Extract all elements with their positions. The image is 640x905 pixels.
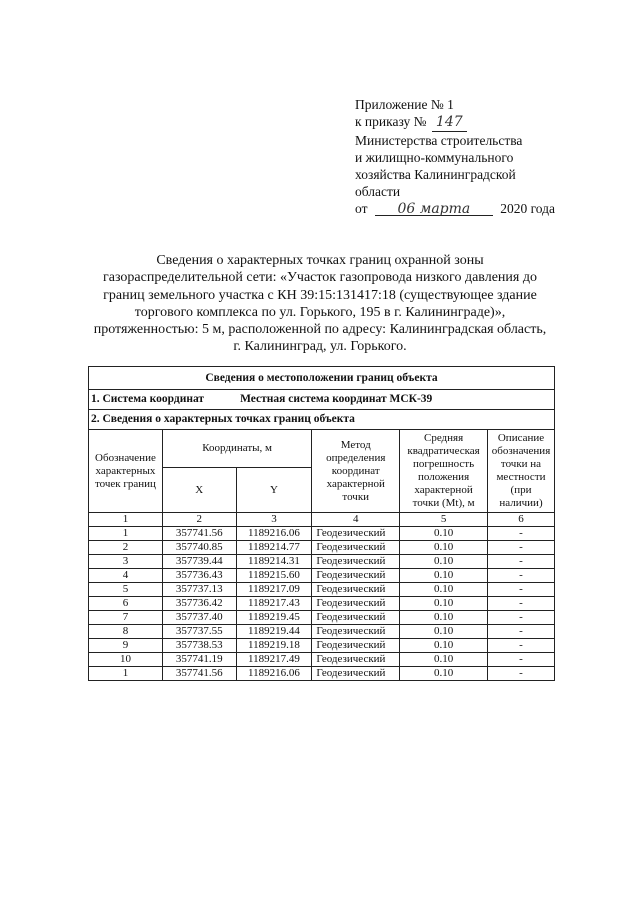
cell-description: - — [488, 653, 555, 667]
cell-description: - — [488, 597, 555, 611]
cell-method: Геодезический — [312, 555, 400, 569]
cell-accuracy: 0.10 — [400, 653, 488, 667]
coordinate-system-label: 1. Система координат — [91, 393, 205, 405]
cell-description: - — [488, 583, 555, 597]
cell-description: - — [488, 541, 555, 555]
date-line — [355, 200, 595, 217]
cell-coord-x: 357741.56 — [162, 667, 236, 681]
cell-point-id: 1 — [89, 667, 163, 681]
table-row — [89, 667, 555, 681]
heading-line-4: торгового комплекса по ул. Горького, 195 в г. Калининграде)», — [134, 304, 506, 320]
boundary-points-table — [88, 366, 555, 681]
date-prefix: от — [355, 201, 368, 216]
cell-coord-y: 1189217.49 — [236, 653, 312, 667]
cell-point-id: 5 — [89, 583, 163, 597]
header-x: X — [162, 468, 236, 513]
cell-coord-x: 357737.40 — [162, 611, 236, 625]
cell-coord-x: 357740.85 — [162, 541, 236, 555]
points-section-title: 2. Сведения о характерных точках границ объекта — [89, 410, 555, 430]
cell-coord-y: 1189216.06 — [236, 667, 312, 681]
cell-coord-x: 357741.19 — [162, 653, 236, 667]
cell-accuracy: 0.10 — [400, 527, 488, 541]
table-row — [89, 569, 555, 583]
cell-point-id: 9 — [89, 639, 163, 653]
cell-point-id: 8 — [89, 625, 163, 639]
header-coordinates: Координаты, м — [162, 430, 311, 468]
heading-line-6: г. Калининград, ул. Горького. — [233, 339, 407, 355]
cell-description: - — [488, 555, 555, 569]
cell-method: Геодезический — [312, 625, 400, 639]
table-row — [89, 583, 555, 597]
cell-point-id: 10 — [89, 653, 163, 667]
cell-accuracy: 0.10 — [400, 639, 488, 653]
table-row — [89, 597, 555, 611]
cell-point-id: 6 — [89, 597, 163, 611]
table-row — [89, 611, 555, 625]
handwritten-order-number: 147 — [432, 114, 467, 132]
cell-coord-x: 357736.42 — [162, 597, 236, 611]
handwritten-date: 06 марта — [397, 201, 471, 217]
cell-accuracy: 0.10 — [400, 667, 488, 681]
heading-line-2: газораспределительной сети: «Участок газопровода низкого давления до — [103, 270, 537, 286]
cell-coord-x: 357738.53 — [162, 639, 236, 653]
cell-accuracy: 0.10 — [400, 597, 488, 611]
cell-method: Геодезический — [312, 653, 400, 667]
cell-method: Геодезический — [312, 667, 400, 681]
table-row — [89, 625, 555, 639]
column-index: 6 — [488, 513, 555, 527]
appendix-block — [355, 96, 595, 217]
cell-coord-y: 1189217.43 — [236, 597, 312, 611]
cell-description: - — [488, 569, 555, 583]
ministry-line-2: и жилищно-коммунального — [355, 150, 514, 165]
cell-method: Геодезический — [312, 527, 400, 541]
cell-coord-y: 1189219.44 — [236, 625, 312, 639]
header-point-designation: Обозначение характерных точек границ — [89, 430, 163, 513]
coordinate-system-row — [89, 390, 555, 410]
ministry-line-4: области — [355, 184, 401, 199]
cell-accuracy: 0.10 — [400, 611, 488, 625]
cell-coord-x: 357737.13 — [162, 583, 236, 597]
cell-method: Геодезический — [312, 639, 400, 653]
appendix-title: Приложение № 1 — [355, 97, 454, 112]
column-index: 5 — [400, 513, 488, 527]
cell-description: - — [488, 527, 555, 541]
column-index: 2 — [162, 513, 236, 527]
cell-accuracy: 0.10 — [400, 555, 488, 569]
heading-line-5: протяженностью: 5 м, расположенной по адресу: Калининградская область, — [93, 322, 547, 338]
cell-point-id: 7 — [89, 611, 163, 625]
heading-line-1: Сведения о характерных точках границ охранной зоны — [156, 253, 484, 268]
cell-coord-x: 357737.55 — [162, 625, 236, 639]
cell-description: - — [488, 611, 555, 625]
cell-coord-y: 1189217.09 — [236, 583, 312, 597]
cell-method: Геодезический — [312, 541, 400, 555]
cell-accuracy: 0.10 — [400, 583, 488, 597]
cell-point-id: 4 — [89, 569, 163, 583]
table-row — [89, 541, 555, 555]
coordinate-system-value: Местная система координат МСК-39 — [240, 393, 433, 405]
cell-method: Геодезический — [312, 569, 400, 583]
header-y: Y — [236, 468, 312, 513]
cell-point-id: 3 — [89, 555, 163, 569]
ministry-line-3: хозяйства Калининградской — [355, 167, 516, 182]
cell-accuracy: 0.10 — [400, 625, 488, 639]
cell-coord-x: 357741.56 — [162, 527, 236, 541]
cell-description: - — [488, 667, 555, 681]
order-prefix: к приказу № — [355, 114, 427, 129]
column-index: 4 — [312, 513, 400, 527]
heading-line-3: границ земельного участка с КН 39:15:131417:18 (существующее здание — [103, 287, 537, 303]
table-title: Сведения о местоположении границ объекта — [89, 367, 555, 390]
cell-method: Геодезический — [312, 583, 400, 597]
cell-coord-y: 1189219.45 — [236, 611, 312, 625]
date-blank — [375, 200, 493, 216]
column-index: 3 — [236, 513, 312, 527]
column-index-row — [89, 513, 555, 527]
order-number-line — [355, 113, 595, 132]
cell-coord-y: 1189214.31 — [236, 555, 312, 569]
header-description: Описание обозначения точки на местности (при наличии) — [488, 430, 555, 513]
cell-description: - — [488, 639, 555, 653]
column-index: 1 — [89, 513, 163, 527]
cell-accuracy: 0.10 — [400, 569, 488, 583]
table-row — [89, 555, 555, 569]
cell-coord-y: 1189215.60 — [236, 569, 312, 583]
cell-method: Геодезический — [312, 597, 400, 611]
cell-point-id: 1 — [89, 527, 163, 541]
cell-coord-y: 1189219.18 — [236, 639, 312, 653]
cell-point-id: 2 — [89, 541, 163, 555]
table-row — [89, 639, 555, 653]
cell-method: Геодезический — [312, 611, 400, 625]
cell-coord-y: 1189214.77 — [236, 541, 312, 555]
cell-coord-x: 357736.43 — [162, 569, 236, 583]
table-row — [89, 527, 555, 541]
cell-coord-y: 1189216.06 — [236, 527, 312, 541]
date-suffix: 2020 года — [500, 201, 556, 216]
header-method: Метод определения координат характерной точки — [312, 430, 400, 513]
header-accuracy: Средняя квадратическая погрешность положения характерной точки (Mt), м — [400, 430, 488, 513]
cell-coord-x: 357739.44 — [162, 555, 236, 569]
ministry-line-1: Министерства строительства — [355, 133, 523, 148]
cell-description: - — [488, 625, 555, 639]
document-heading — [88, 252, 552, 356]
cell-accuracy: 0.10 — [400, 541, 488, 555]
table-row — [89, 653, 555, 667]
